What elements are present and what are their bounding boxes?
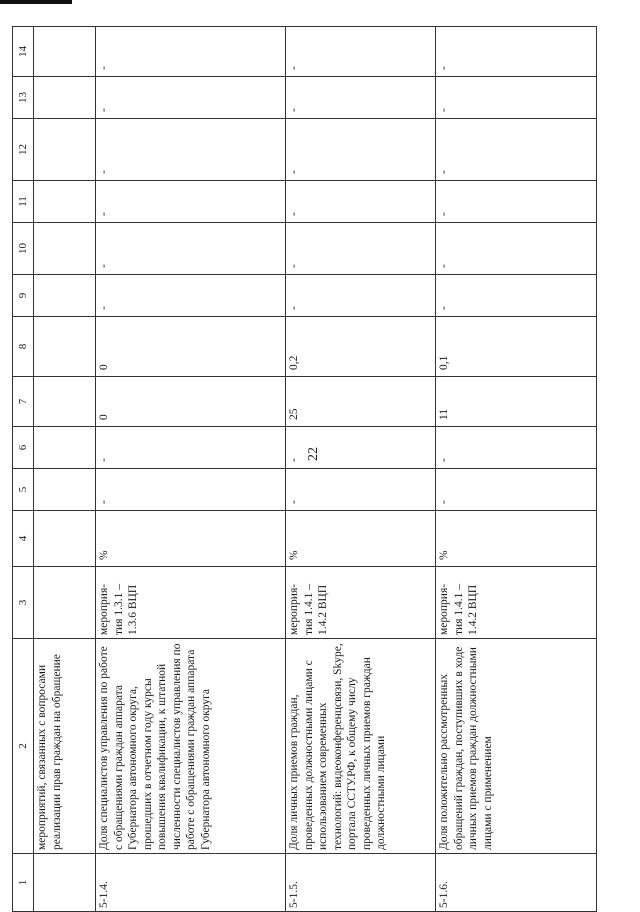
cell-col9: - (96, 275, 286, 317)
col-header-9: 9 (13, 275, 34, 317)
cell-unit: % (286, 511, 436, 567)
col-header-11: 11 (13, 181, 34, 223)
cell-col6: - (96, 427, 286, 469)
cell-measures (34, 567, 96, 639)
cell-col13: - (96, 77, 286, 119)
cell-col10 (34, 223, 96, 275)
cell-col10: - (286, 223, 436, 275)
cell-col13 (34, 77, 96, 119)
col-header-14: 14 (13, 27, 34, 77)
cell-unit (34, 511, 96, 567)
cell-name: Доля специалистов управления по работе с обращениями граждан аппарата Губернатора автономного округа, прошедших в отчетном году курсы повышения квалификации, к штатной численности специалистов управления по работе с обращениями граждан аппарата Губернатора автономного округа (96, 639, 286, 854)
cell-col8: 0,2 (286, 317, 436, 377)
col-header-4: 4 (13, 511, 34, 567)
rotated-table-container (12, 27, 597, 912)
col-header-6: 6 (13, 427, 34, 469)
cell-code: 5-1.6. (436, 854, 597, 912)
table-row (34, 27, 96, 912)
cell-unit: % (436, 511, 597, 567)
top-rule (0, 0, 72, 4)
cell-col5: - (436, 469, 597, 511)
cell-code: 5-1.5. (286, 854, 436, 912)
page-number: 22 (306, 447, 321, 461)
cell-col11: - (436, 181, 597, 223)
cell-measures: мероприя-тия 1.3.1 – 1.3.6 ВЦП (96, 567, 286, 639)
table-row (96, 27, 286, 912)
indicator-table (12, 26, 597, 912)
cell-col5: - (96, 469, 286, 511)
cell-col10: - (436, 223, 597, 275)
table-row (436, 27, 597, 912)
cell-col11: - (96, 181, 286, 223)
table-row (286, 27, 436, 912)
cell-unit: % (96, 511, 286, 567)
cell-col9: - (286, 275, 436, 317)
cell-col14: - (436, 27, 597, 77)
col-header-13: 13 (13, 77, 34, 119)
cell-col6: - (286, 427, 436, 469)
cell-col9: - (436, 275, 597, 317)
cell-col8: 0,1 (436, 317, 597, 377)
cell-name: мероприятий, связанных с вопросами реализации прав граждан на обращение (34, 639, 96, 854)
header-row (13, 27, 34, 912)
cell-col5 (34, 469, 96, 511)
cell-col12: - (436, 119, 597, 181)
cell-col8: 0 (96, 317, 286, 377)
cell-col8 (34, 317, 96, 377)
cell-col7: 25 (286, 377, 436, 427)
cell-name: Доля положительно рассмотренных обращений граждан, поступивших в ходе личных приемов граждан должностными лицами с применением (436, 639, 597, 854)
cell-col12: - (96, 119, 286, 181)
cell-name: Доля личных приемов граждан, проведенных должностными лицами с использованием современных технологий: видеоконференцсвязи, Skype, портала ССТУ.РФ, к общему числу проведенных личных приемов граждан должностными лицами (286, 639, 436, 854)
cell-col5: - (286, 469, 436, 511)
cell-col14: - (96, 27, 286, 77)
cell-col13: - (286, 77, 436, 119)
col-header-8: 8 (13, 317, 34, 377)
cell-col11 (34, 181, 96, 223)
cell-code: 5-1.4. (96, 854, 286, 912)
col-header-7: 7 (13, 377, 34, 427)
cell-col13: - (436, 77, 597, 119)
cell-col12: - (286, 119, 436, 181)
cell-col7: 11 (436, 377, 597, 427)
cell-col6: - (436, 427, 597, 469)
col-header-12: 12 (13, 119, 34, 181)
col-header-3: 3 (13, 567, 34, 639)
col-header-2: 2 (13, 639, 34, 854)
col-header-5: 5 (13, 469, 34, 511)
cell-col11: - (286, 181, 436, 223)
col-header-1: 1 (13, 854, 34, 912)
cell-col7 (34, 377, 96, 427)
cell-measures: мероприя-тия 1.4.1 – 1.4.2 ВЦП (286, 567, 436, 639)
cell-col7: 0 (96, 377, 286, 427)
cell-col14 (34, 27, 96, 77)
cell-code (34, 854, 96, 912)
cell-col12 (34, 119, 96, 181)
cell-col9 (34, 275, 96, 317)
cell-col6 (34, 427, 96, 469)
cell-measures: мероприя-тия 1.4.1 – 1.4.2 ВЦП (436, 567, 597, 639)
col-header-10: 10 (13, 223, 34, 275)
cell-col10: - (96, 223, 286, 275)
cell-col14: - (286, 27, 436, 77)
